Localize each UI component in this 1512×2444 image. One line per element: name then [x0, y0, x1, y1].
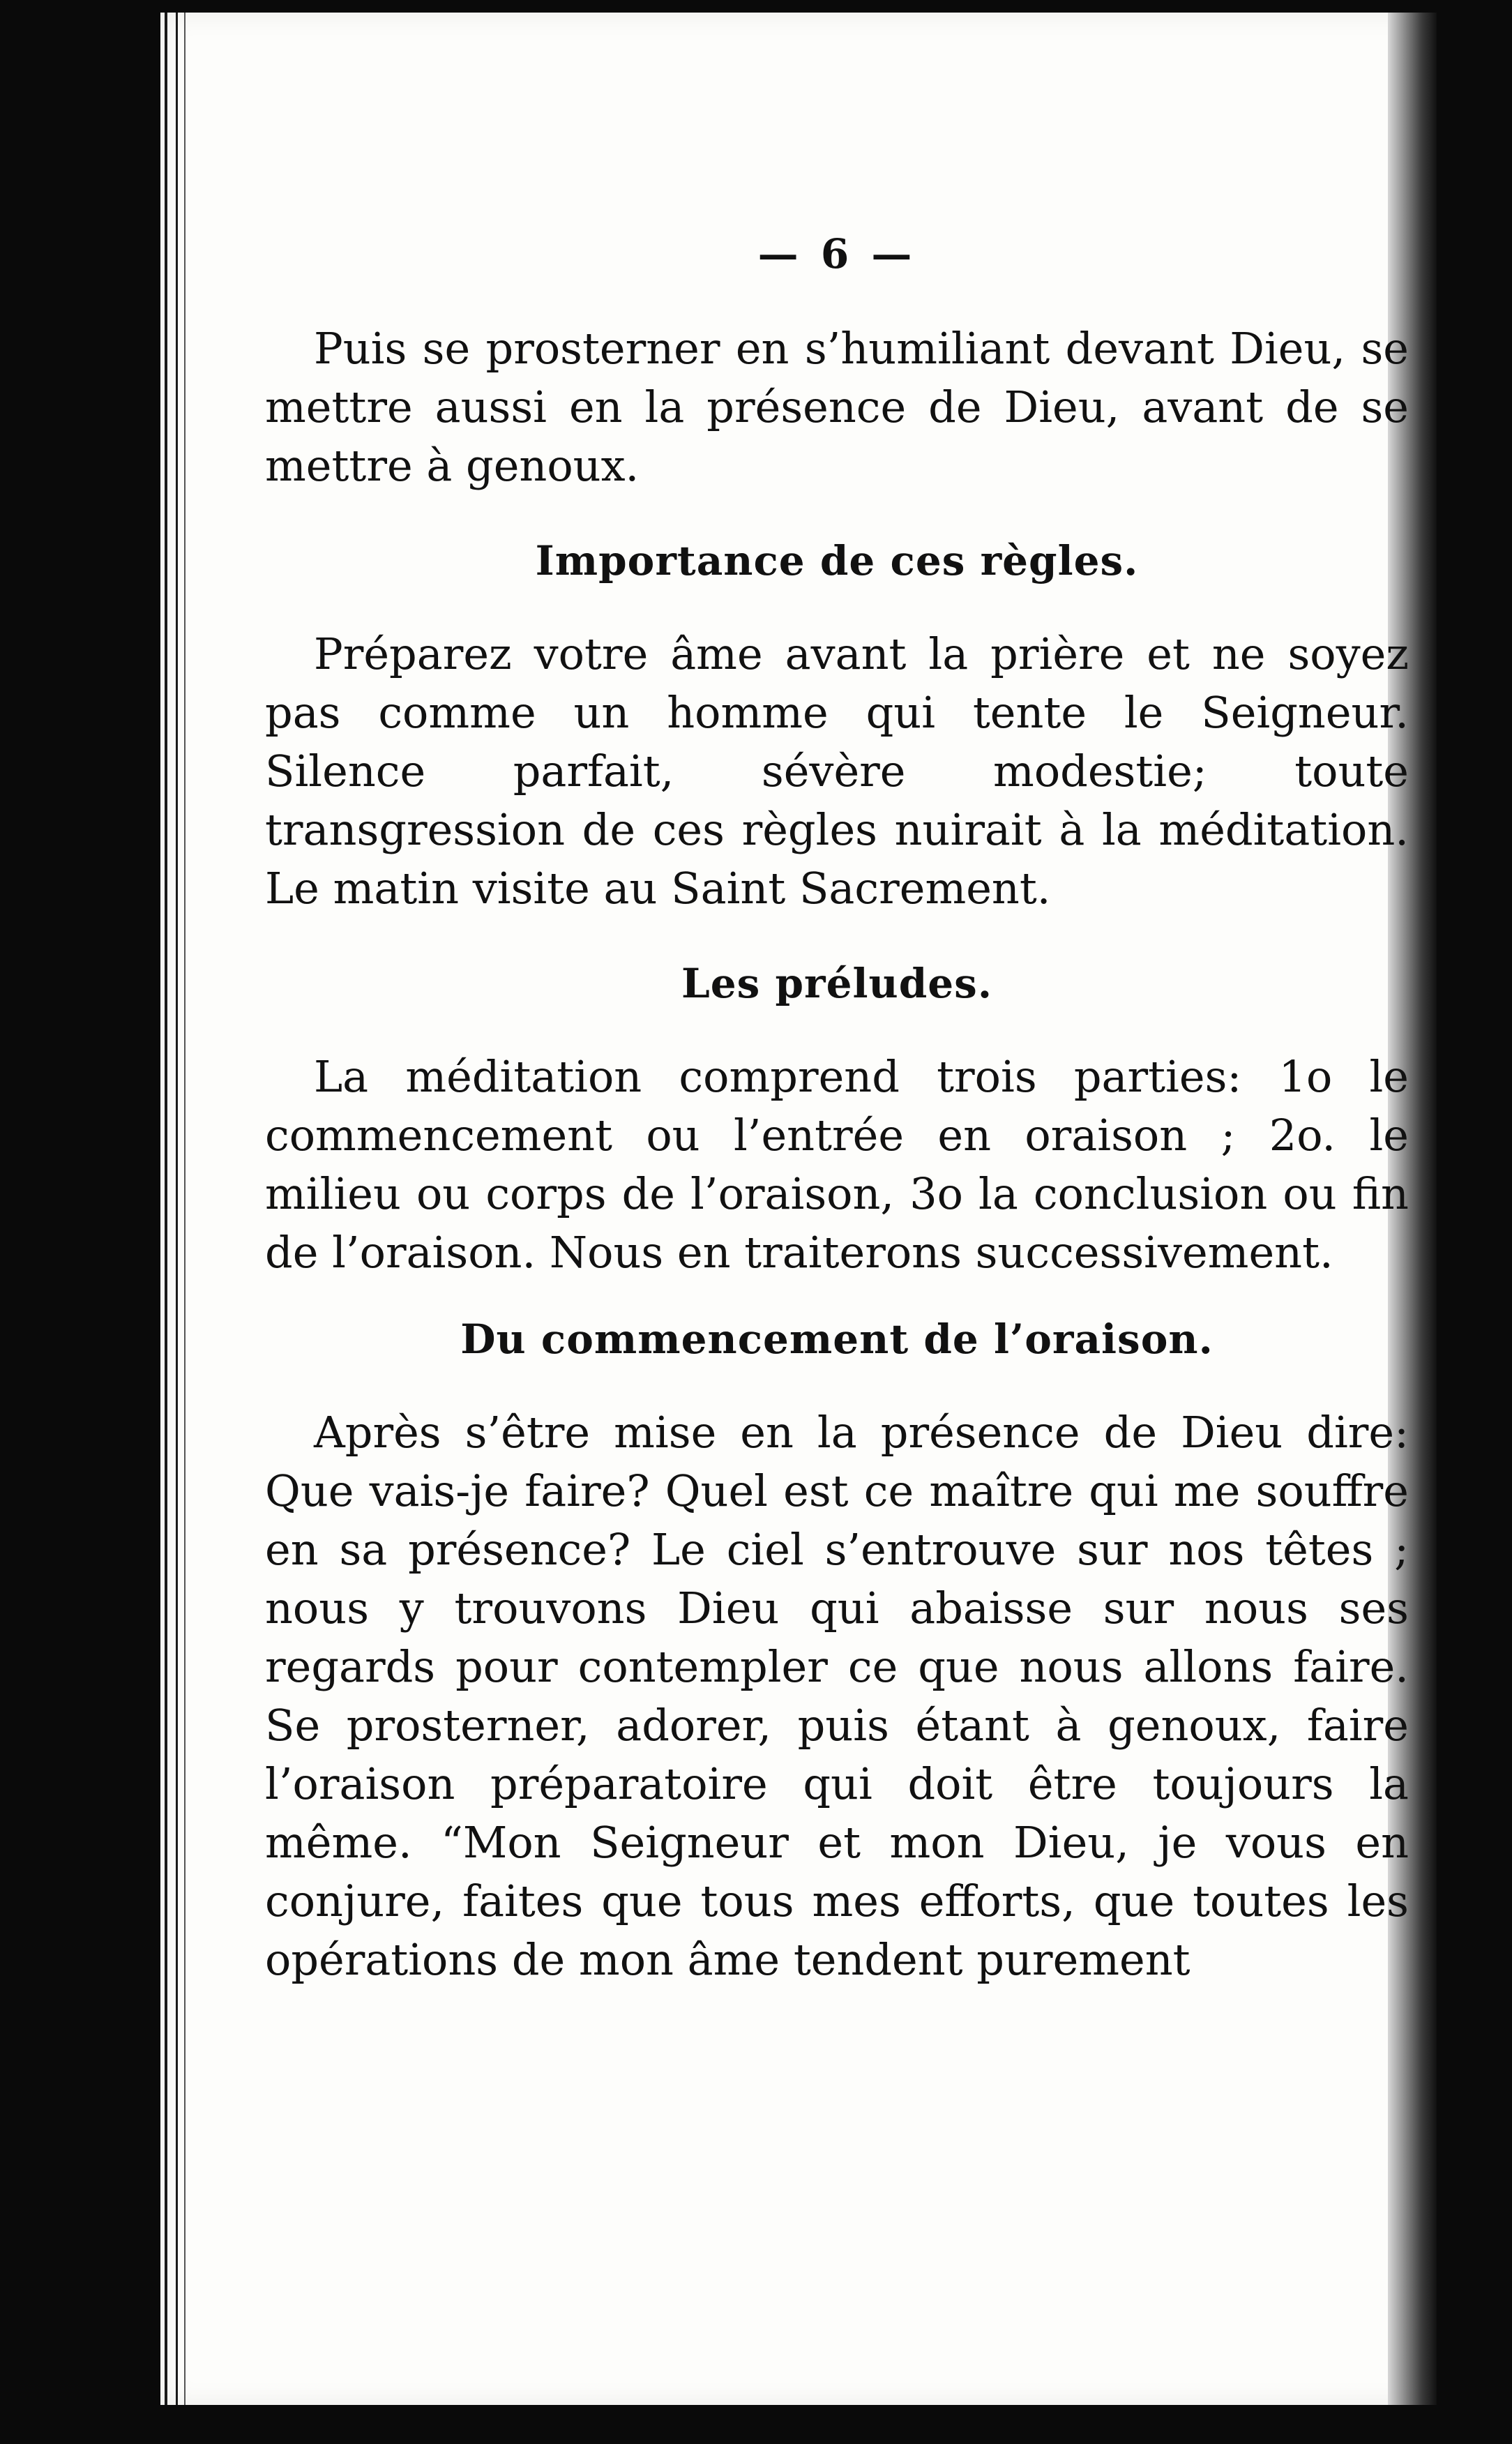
binding-rule	[165, 13, 167, 2405]
section-heading: Les préludes.	[681, 960, 993, 1007]
section-heading: Du commencement de l’oraison.	[460, 1315, 1214, 1363]
page-content	[265, 230, 1409, 1989]
paragraph: Préparez votre âme avant la prière et ne soyez pas comme un homme qui tente le Seigneur. Silence parfait, sévère modestie; toute transgression de ces règles nuirait à la méditation. Le matin visite au Saint Sacrement.	[265, 628, 1409, 914]
paragraph: La méditation comprend trois parties: 1o le commencement ou l’entrée en oraison ; 2o. le milieu ou corps de l’oraison, 3o la conclusion ou fin de l’oraison. Nous en traiterons successivement.	[265, 1051, 1409, 1278]
paragraph: Puis se prosterner en s’humiliant devant Dieu, se mettre aussi en la présence de Dieu, avant de se mettre à genoux.	[265, 323, 1409, 491]
binding-rule	[184, 13, 186, 2405]
binding-rule	[176, 13, 178, 2405]
paragraph: Après s’être mise en la présence de Dieu dire: Que vais-je faire? Quel est ce maître qui me souffre en sa présence? Le ciel s’entrouve sur nos têtes ; nous y trouvons Dieu qui abaisse sur nous ses regards pour contempler ce que nous allons faire. Se prosterner, adorer, puis étant à genoux, faire l’oraison préparatoire qui doit être toujours la même. “Mon Seigneur et mon Dieu, je vous en conjure, faites que tous mes efforts, que toutes les opérations de mon âme tendent purement	[265, 1407, 1409, 1985]
page-number: — 6 —	[757, 230, 916, 278]
section-heading: Importance de ces règles.	[535, 537, 1139, 584]
